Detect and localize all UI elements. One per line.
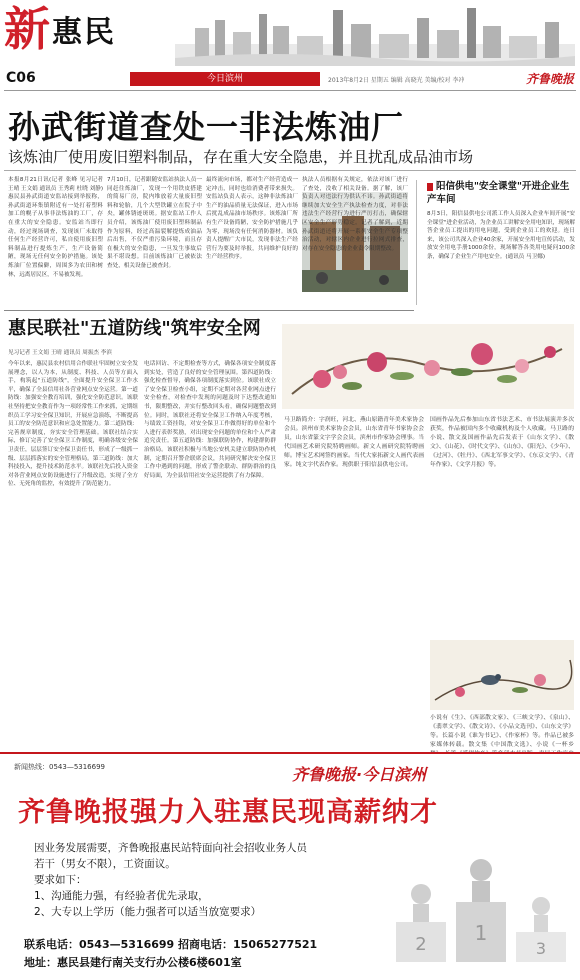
lead-headline: 孙武街道查处一非法炼油厂 [8,108,405,146]
ad-line-1: 因业务发展需要，齐鲁晚报惠民站特面向社会招收业务人员 [34,842,307,854]
side-story [416,180,576,305]
ad-contact-phones: 联系电话：0543—5316699 招商电话：15065277521 [24,938,318,951]
lead-column-2: 7月10日，记者跟随安监站执法人员一同赶往炼油厂，发现一个用铁皮搭建的简易厂房，院内堆放着大量废旧塑料和轮胎，几个大型铁罐立在院子中央，罐体锈迹斑斑。据安监站工作人员介绍，该炼油厂使用废旧塑料制品作为原料，经过高温裂解提炼成油品后出售，不仅严重污染环境，而且存在极大的安全隐患，一旦发生事故后果不堪设想。目前该炼油厂已被依法查处，相关设备已被查封。 [107,177,202,269]
culture-column-2: 国画作品先后参加山东省书法艺术、市书法展演并多次获奖，作品被国内多个收藏机构及个人收藏。马卫路的小说、散文及国画作品先后发表于《山东文学》、《散文》、《山花》、《时代文学》、《山东》、《阳光》、《少年》、《过河》、《牡丹》、《西北军事文学》、《东京文学》、《青年作家》、《文学月报》等。 [430,417,574,468]
lead-subhead: 该炼油厂使用废旧塑料制品，存在重大安全隐患，并且扰乱成品油市场 [8,148,474,166]
page-number: C06 [6,70,36,86]
red-square-icon [427,183,433,191]
masthead-divider [4,90,576,91]
culture-column-1: 马卫路简介：字润旺，河北、燕山原籍青年美术家协会会员。滨州市美术家协会会员，山东省青年书家协会会员，山东省篆文字学会会员，滨州市作家协会理事。当代国画艺术研究院特聘画师。新文人画研究院特聘画师。博宝艺术网签约画家。当代大家拓新文人画代表画家。纯文字代表作家。现供职于阳信县供电公司。 [284,417,424,468]
culture-column-3: 小说有《生》、《西部散文家》、《三峡文学》、《泉山》、《翡翠文学》、《散文诗》、《小品文选刊》、《山东文学》等。长篇小说《谁为书记》、《作家杯》等。作品已被多家媒体转载。散文集《中国散文选》、小说《一杯乡 [430,715,574,748]
flower-painting-peony [282,324,574,409]
brand-name: 惠民 [52,15,116,50]
side-story-title-text: 阳信供电"安全课堂"开进企业生产车间 [427,181,570,205]
ad-address: 地址：惠民县建行南关支行办公楼6楼601室 [24,956,242,969]
ad-logo: 齐鲁晚报·今日滨州 [292,765,427,784]
svg-text:1: 1 [474,921,488,945]
ad-line-4: 1、沟通能力强，有经验者优先录取， [34,890,209,902]
lead-divider [4,170,576,171]
ad-news-hotline: 新闻热线：0543—5316699 [14,763,105,771]
ad-line-2: 若干（男女不限），工资面议。 [34,858,176,870]
side-story-title [427,180,576,206]
ad-line-3: 要求如下： [34,874,87,886]
second-headline: 惠民联社"五道防线"筑牢安全网 [8,318,261,339]
city-skyline-illustration [175,6,575,66]
ranking-figures-illustration [386,832,576,972]
section-bar: 今日滨州 [130,72,320,86]
second-byline: 见习记者 王文娟 王晴 通讯员 周振杰 李滨 [8,350,112,356]
side-story-body: 8月3日，阳信县供电公司派工作人员深入企业车间开展"安全课堂"进企业活动，为企业员工讲解安全用电知识，现场解答企业员工提出的用电问题，受到企业员工的欢迎。连日来，该公司共深入企业40余家，开展安全用电宣传活动，发放安全用电手册1000余份，现场解答各类用电疑问100余条，确保了企业生产用电安全。(通讯员 马卫娜) [427,211,576,260]
lead-column-1: 本报8月21日讯(记者 张峰 见习记者 王晴 王文娟 通讯员 王秀莉 杜晓 刘静)惠民县孙武街道安监站接到举报称，孙武街道环集镇附近有一处打着塑料加工的幌子从事非法炼油的工厂，存在重大的安全隐患。安监站当即行动，经过现场调查，发现该厂未取得任何生产经营许可，私自使用废旧塑料制品进行提炼生产，生产设备简陋，现场无任何安全防护措施。该处炼油厂位置偏僻，周围多为农田和树林，远离居民区，不易被发现。 [8,177,103,278]
ad-line-5: 2、大专以上学历（能力强者可以适当放宽要求） [34,906,262,918]
svg-text:2: 2 [415,934,427,955]
recruitment-ad [0,752,580,980]
svg-text:3: 3 [535,939,547,958]
bird-painting [430,640,574,710]
ad-title: 齐鲁晚报强力入驻惠民现高薪纳才 [18,797,438,828]
second-column-2: 电话回访、不定期检查等方式，确保各项安全制度落到实处，营造了良好的安全管理氛围。第四道防线：强化检查督导，确保各项制度落实到位。该联社成立了安全保卫检查小组，定期不定期对各营业网点进行安全检查，对检查中发现的问题及时下达整改通知书，限期整改，并实行整改回头看，确保问题整改到位。同时，该联社还将安全保卫工作纳入年度考核，与绩效工资挂钩，对安全保卫工作做得好的单位和个人进行表彰奖励，对出现安全问题的单位和个人严肃追究责任。第五道防线：加强联防协作，构建群防群治格局。该联社积极与当地公安机关建立联防协作机制，定期召开警企联席会议，共同研究解决安全保卫工作中遇到的问题，形成了警企联动、群防群治的良好局面，为全县信用社安全运营提供了有力保障。 [144,361,276,479]
brand-first-char: 新 [4,2,50,56]
second-story-divider [4,310,414,311]
lead-column-3: 最终流向市场，都对生产经营造成一定冲击，同时也给消费者带来损失。安监站负责人表示，这种非法炼油厂生产的油品质量无法保证，进入市场后扰乱成品油市场秩序。该炼油厂所有生产设备简陋，安全防护措施几乎为零，现场没有任何消防器材。该负责人提醒广大市民，发现非法生产经营行为要及时举报，共同维护良好的生产经营秩序。 [206,177,298,261]
issue-meta: 2013年8月2日 星期五 编辑 高晓光 美编/校对 李冲 [328,77,465,84]
paper-logo: 齐鲁晚报 [525,72,574,86]
masthead [0,0,580,95]
second-column-1: 今年以来，惠民县农村信用合作联社牢固树立安全发展理念，以人为本，从制度、科技、人员等方面入手，构筑起"五道防线"，全面提升安全保卫工作水平，确保了全县信用社各营业网点安全运营。第一道防线：加强安全教育培训，强化安全防范意识。该联社坚持把安全教育作为一项经常性工作来抓，定期组织员工学习安全保卫知识，开展应急演练，不断提高员工的安全防范意识和应急处置能力。第二道防线：完善规章制度，夯实安全管理基础。该联社结合实际，修订完善了安全保卫工作制度，明确各级安全保卫责任，层层签订安全保卫责任书，形成了一级抓一级、层层抓落实的安全管理格局。第三道防线：加大科技投入，提升技术防范水平。该联社先后投入资金对各营业网点安防设施进行了升级改造，实现了全方位、无死角的监控，有效提升了防范能力。 [8,361,138,488]
ad-body [34,840,394,920]
lead-column-4: 执法人员根据有关规定，依法对该厂进行了查处，没收了相关设备。据了解，该厂负责人对违法行为供认不讳。孙武街道将继续加大安全生产执法检查力度，对非法违法生产经营行为进行严厉打击，确保辖区安全生产形势稳定。记者了解到，近期孙武街道还将开展一系列安全生产专项整治活动，对辖区内企业进行拉网式排查，对存在安全隐患的企业责令限期整改。 [302,177,408,252]
